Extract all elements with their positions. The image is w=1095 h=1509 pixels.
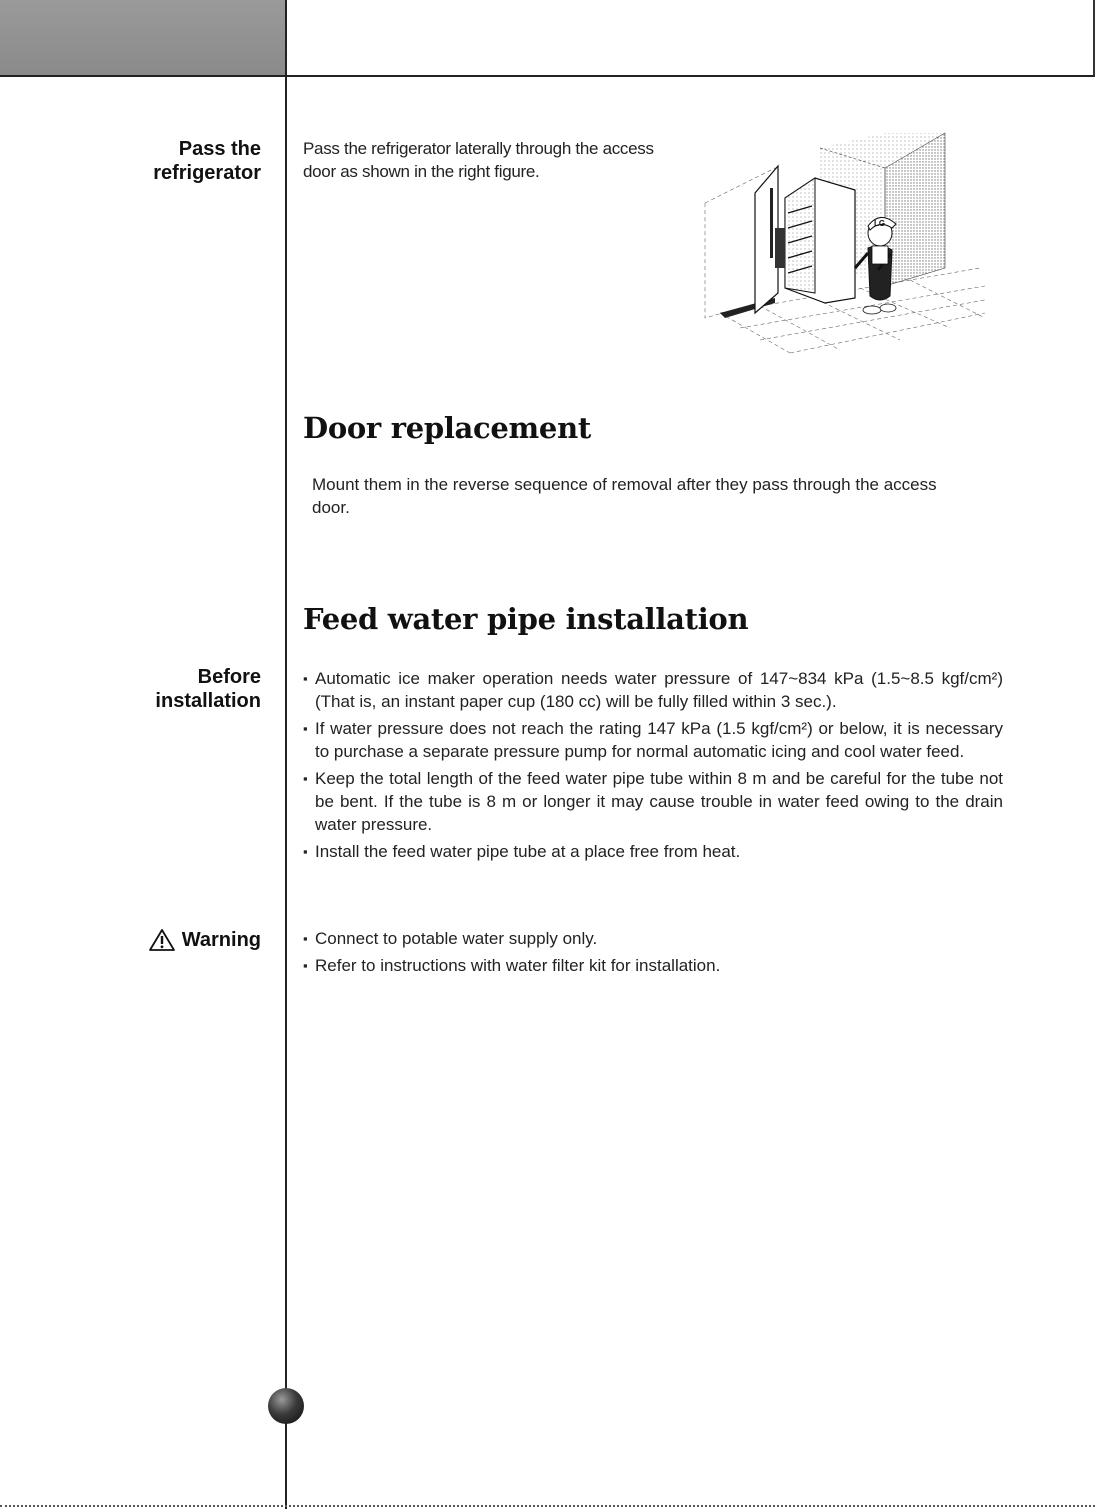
- warning-triangle-icon: [148, 928, 176, 952]
- door-text-line2: door.: [312, 498, 350, 517]
- before-installation-label: [21, 665, 261, 713]
- cap-logo-text: LG: [874, 219, 886, 228]
- pass-refrigerator-text: [303, 137, 693, 183]
- door-text-line1: Mount them in the reverse sequence of removal after they pass through the access: [312, 475, 937, 494]
- warning-label-text: Warning: [181, 929, 261, 951]
- feed-water-heading: Feed water pipe installation: [303, 602, 749, 636]
- warning-list: [303, 927, 1003, 981]
- list-item: ▪ Automatic ice maker operation needs water pressure of 147~834 kPa (1.5~8.5 kgf/cm²) (That is, an instant paper cup (180 cc) will be fully filled within 3 sec.).: [303, 667, 1003, 713]
- pass-label-line1: Pass the: [178, 138, 261, 160]
- list-item: ▪ Keep the total length of the feed water pipe tube within 8 m and be careful for the tube not be bent. If the tube is 8 m or longer it may cause trouble in water feed owing to the drain water pressure.: [303, 767, 1003, 836]
- before-label-line1: Before: [197, 666, 261, 688]
- list-item: ▪ Refer to instructions with water filter kit for installation.: [303, 954, 1003, 977]
- before-label-line2: installation: [155, 690, 261, 712]
- header-gray-block: [0, 0, 285, 76]
- list-item: ▪ Install the feed water pipe tube at a place free from heat.: [303, 840, 1003, 863]
- page-marker-dot: [268, 1388, 304, 1424]
- list-item: ▪ Connect to potable water supply only.: [303, 927, 1003, 950]
- access-door-illustration: [700, 128, 990, 356]
- margin-vertical-rule: [285, 0, 287, 1509]
- header-divider: [0, 75, 1095, 77]
- before-installation-list: [303, 667, 1003, 867]
- door-replacement-heading: Door replacement: [303, 411, 591, 445]
- list-item: ▪ If water pressure does not reach the rating 147 kPa (1.5 kgf/cm²) or below, it is necessary to purchase a separate pressure pump for normal automatic icing and cool water feed.: [303, 717, 1003, 763]
- warning-label: [21, 928, 261, 958]
- pass-label-line2: refrigerator: [153, 162, 261, 184]
- bottom-dotted-rule: [0, 1505, 1095, 1509]
- door-replacement-text: [312, 473, 1002, 519]
- pass-text-line1: Pass the refrigerator laterally through the access: [303, 139, 654, 158]
- pass-text-line2: door as shown in the right figure.: [303, 162, 540, 181]
- pass-refrigerator-label: [21, 137, 261, 185]
- illustration-svg: [700, 128, 990, 356]
